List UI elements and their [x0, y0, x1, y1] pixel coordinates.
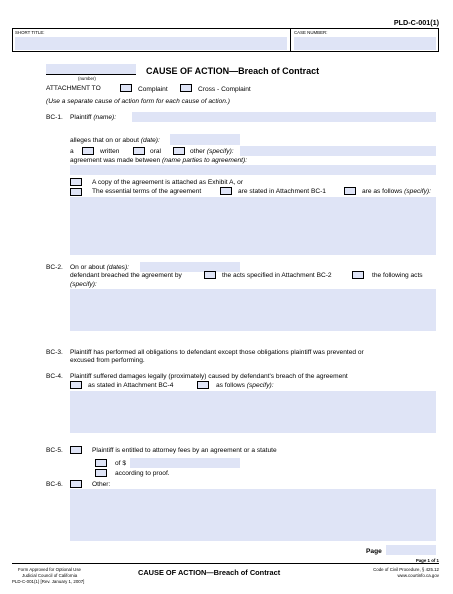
terms-attachment-label: are stated in Attachment BC-1	[238, 188, 326, 195]
case-number-label: CASE NUMBER:	[294, 30, 328, 35]
following-acts-checkbox[interactable]	[352, 271, 364, 279]
essential-terms-checkbox[interactable]	[70, 188, 82, 196]
cross-complaint-label: Cross - Complaint	[198, 86, 251, 93]
form-number: PLD-C-001(1)	[393, 18, 439, 27]
approved-line-2: Judicial Council of California	[22, 573, 78, 578]
fees-amount-checkbox[interactable]	[95, 459, 107, 467]
acts-attachment-label: the acts specified in Attachment BC-2	[222, 272, 332, 279]
attorney-fees-label: Plaintiff is entitled to attorney fees by an agreement or a statute	[92, 447, 277, 454]
case-number-field[interactable]	[294, 37, 436, 50]
oral-label: oral	[150, 148, 161, 155]
bc4-number: BC-4.	[46, 373, 63, 380]
page-of: Page 1 of 1	[415, 558, 439, 563]
bc2-number: BC-2.	[46, 264, 63, 271]
attorney-fees-checkbox[interactable]	[70, 446, 82, 454]
approved-line-3: PLD-C-001(1) [Rev. January 1, 2007]	[12, 579, 85, 584]
parties-field[interactable]	[70, 165, 436, 175]
page-number-field[interactable]	[386, 545, 436, 555]
website-link[interactable]: www.courtinfo.ca.gov	[397, 573, 439, 578]
agreement-date-field[interactable]	[170, 134, 240, 145]
approved-line-1: Form Approved for Optional Use	[18, 567, 81, 572]
bc4-text: Plaintiff suffered damages legally (proximately) caused by defendant's breach of the agreement	[70, 373, 348, 380]
cause-number-field[interactable]	[46, 64, 136, 74]
bc2-specify-label: (specify):	[70, 281, 97, 288]
damages-field[interactable]	[70, 391, 436, 433]
footer-rule	[12, 563, 439, 564]
complaint-checkbox[interactable]	[120, 84, 132, 92]
bc3-line1: Plaintiff has performed all obligations to defendant except those obligations plaintiff was prevented or	[70, 349, 364, 356]
code-citation: Code of Civil Procedure, § 425.12	[373, 567, 439, 572]
damages-attachment-label: as stated in Attachment BC-4	[88, 382, 174, 389]
fees-amount-label: of $	[115, 460, 126, 467]
breach-acts-field[interactable]	[70, 289, 436, 331]
other-label: Other:	[92, 481, 111, 488]
attachment-to-label: ATTACHMENT TO	[46, 85, 101, 92]
short-title-label: SHORT TITLE:	[15, 30, 45, 35]
bc1-alleges-label: alleges that on or about (date):	[70, 137, 160, 144]
short-title-field[interactable]	[15, 37, 287, 50]
breach-date-field[interactable]	[140, 262, 240, 272]
damages-as-follows-checkbox[interactable]	[197, 381, 209, 389]
footer-title: CAUSE OF ACTION—Breach of Contract	[138, 568, 281, 577]
header-divider	[290, 28, 291, 52]
terms-attachment-checkbox[interactable]	[220, 187, 232, 195]
number-label: (number)	[78, 76, 96, 81]
form-heading: CAUSE OF ACTION—Breach of Contract	[146, 66, 320, 76]
terms-as-follows-label: are as follows (specify):	[362, 188, 431, 195]
plaintiff-name-field[interactable]	[132, 112, 436, 122]
instruction-text: (Use a separate cause of action form for each cause of action.)	[46, 98, 230, 105]
damages-attachment-checkbox[interactable]	[70, 381, 82, 389]
other-agreement-label: other (specify):	[190, 148, 234, 155]
bc1-plaintiff-label: Plaintiff (name):	[70, 114, 117, 121]
other-checkbox[interactable]	[70, 480, 82, 488]
according-to-proof-label: according to proof.	[115, 470, 170, 477]
cause-number-underline	[46, 74, 136, 75]
other-field[interactable]	[70, 489, 436, 541]
according-to-proof-checkbox[interactable]	[95, 469, 107, 477]
complaint-label: Complaint	[138, 86, 168, 93]
essential-terms-label: The essential terms of the agreement	[92, 188, 202, 195]
other-agreement-field[interactable]	[240, 146, 436, 156]
bc3-line2: excused from performing.	[70, 357, 145, 364]
other-agreement-checkbox[interactable]	[173, 147, 185, 155]
page-label: Page	[366, 548, 382, 555]
bc1-number: BC-1.	[46, 114, 63, 121]
damages-as-follows-label: as follows (specify):	[216, 382, 274, 389]
fees-amount-field[interactable]	[130, 458, 240, 468]
bc1-a-label: a	[70, 148, 74, 155]
acts-attachment-checkbox[interactable]	[204, 271, 216, 279]
copy-attached-label: A copy of the agreement is attached as Exhibit A, or	[92, 179, 244, 186]
copy-attached-checkbox[interactable]	[70, 178, 82, 186]
terms-as-follows-checkbox[interactable]	[344, 187, 356, 195]
following-acts-label: the following acts	[372, 272, 423, 279]
breached-label: defendant breached the agreement by	[70, 272, 182, 279]
cross-complaint-checkbox[interactable]	[180, 84, 192, 92]
bc3-number: BC-3.	[46, 349, 63, 356]
bc1-made-between-label: agreement was made between (name parties to agreement):	[70, 157, 248, 164]
essential-terms-field[interactable]	[70, 197, 436, 255]
written-label: written	[100, 148, 120, 155]
bc2-date-label: On or about (dates):	[70, 264, 130, 271]
bc5-number: BC-5.	[46, 447, 63, 454]
bc6-number: BC-6.	[46, 481, 63, 488]
written-checkbox[interactable]	[82, 147, 94, 155]
oral-checkbox[interactable]	[133, 147, 145, 155]
